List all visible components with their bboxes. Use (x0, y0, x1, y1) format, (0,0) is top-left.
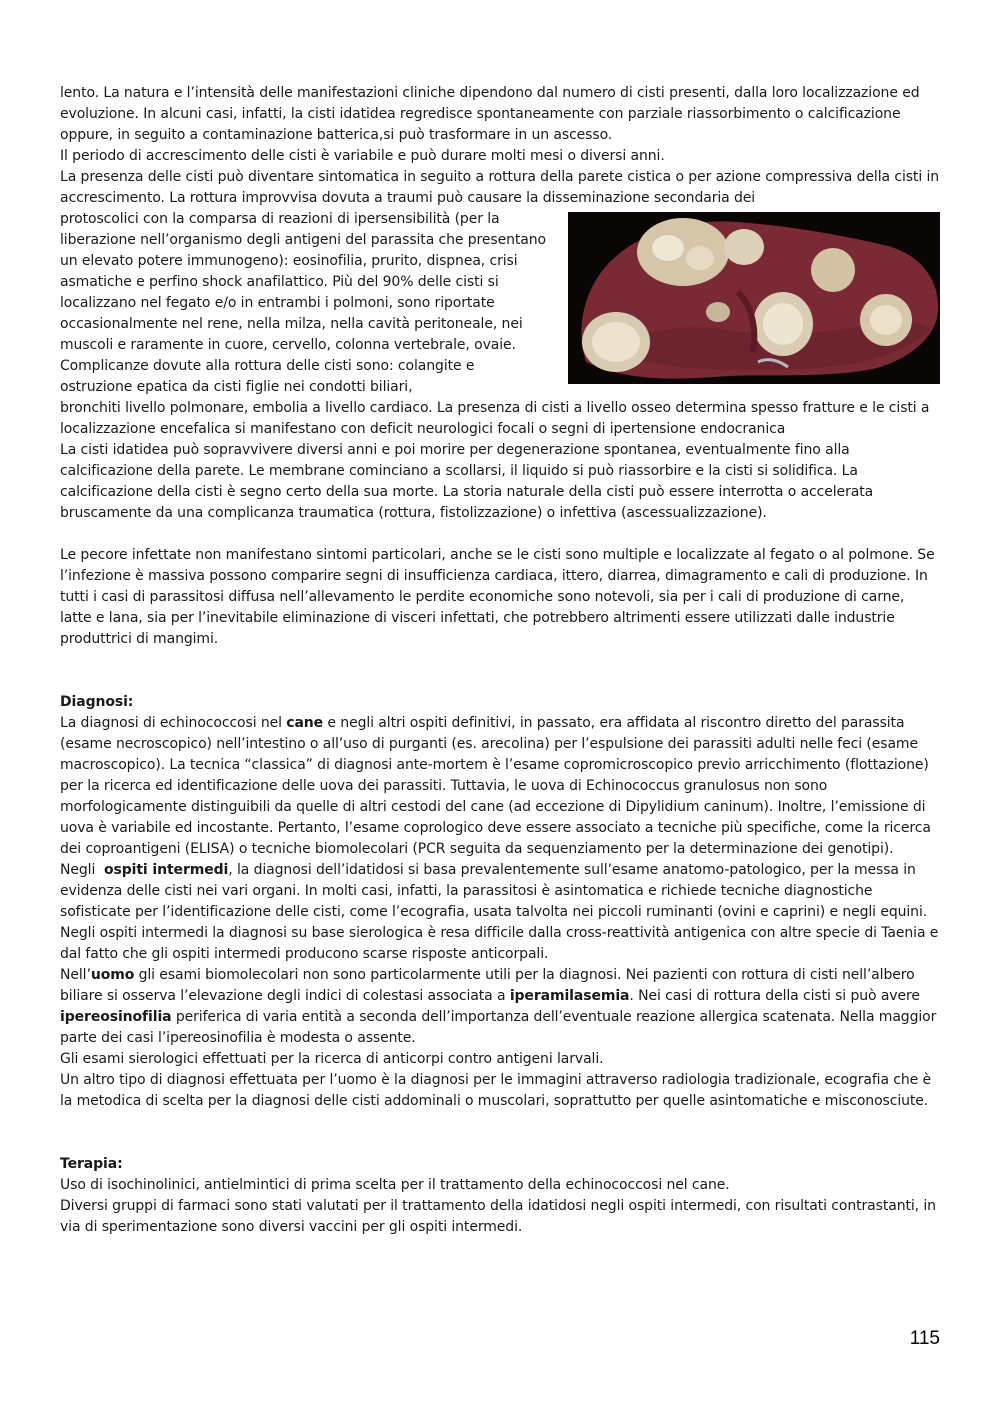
therapy-dog-paragraph: Uso di isochinolinici, antielmintici di prima scelta per il trattamento della echinococcosi nel cane. (60, 1177, 730, 1193)
intro-paragraph: lento. La natura e l’intensità delle manifestazioni cliniche dipendono dal numero di cisti presenti, dalla loro localizzazione ed evoluzione. In alcuni casi, infatti, la cisti idatidea regredisce spontaneamente con parziale riassorbimento o calcificazione oppure, in seguito a contaminazione batterica,si può trasformare in un ascesso. (60, 85, 920, 143)
symptoms-paragraph-end: bronchiti livello polmonare, embolia a livello cardiaco. La presenza di cisti a livello osseo determina spesso fratture e le cisti a localizzazione encefalica si manifestano con deficit neurologici focali o segni di ipertensione endocranica (60, 400, 930, 437)
symptoms-paragraph-start: La presenza delle cisti può diventare sintomatica in seguito a rottura della parete cistica o per azione compressiva della cisti in accrescimento. La rottura improvvisa dovuta a traumi può causare la disseminazione secondaria dei (60, 169, 940, 206)
page-number: 115 (909, 1328, 940, 1349)
liver-specimen-illustration (568, 212, 940, 384)
diagnosis-imaging-paragraph: Un altro tipo di diagnosi effettuata per l’uomo è la diagnosi per le immagini attraverso radiologia tradizionale, ecografia che è la metodica di scelta per la diagnosi delle cisti addominali o muscolari, soprattutto per quelle asintomatiche e misconosciute. (60, 1072, 932, 1109)
liver-hydatid-cysts-photo (568, 212, 940, 384)
diagnosis-intermediate-paragraph: Negli ospiti intermedi, la diagnosi dell’idatidosi si basa prevalentemente sull’esame anatomo-patologico, per la messa in evidenza delle cisti nei vari organi. In molti casi, infatti, la parassitosi è asintomatica e richiede tecniche diagnostiche sofisticate per l’identificazione delle cisti, come l’ecografia, usata talvolta nei piccoli ruminanti (ovini e caprini) e negli equini. Negli ospiti intermedi la diagnosi su base sierologica è resa difficile dalla cross-reattività antigenica con altre specie di Taenia e dal fatto che gli ospiti intermedi producono scarse risposte anticorpali. (60, 862, 939, 962)
growth-paragraph: Il periodo di accrescimento delle cisti è variabile e può durare molti mesi o diversi anni. (60, 148, 665, 164)
diagnosis-serology-paragraph: Gli esami sierologici effettuati per la ricerca di anticorpi contro antigeni larvali. (60, 1051, 604, 1067)
diagnosis-dog-paragraph: La diagnosi di echinococcosi nel cane e negli altri ospiti definitivi, in passato, era affidata al riscontro diretto del parassita (esame necroscopico) nell’intestino o all’uso di purganti (es. arecolina) per l’espulsione dei parassiti adulti nelle feci (esame macroscopico). La tecnica “classica” di diagnosi ante-mortem è l’esame copromicroscopico previo arricchimento (flottazione) per la ricerca ed identificazione delle uova dei parassiti. Tuttavia, le uova di Echinococcus granulosus non sono morfologicamente distinguibili da quelle di altri cestodi del cane (ad eccezione di Dipylidium caninum). Inoltre, l’emissione di uova è variabile ed incostante. Pertanto, l’esame coprologico deve essere associato a tecniche più specifiche, come la ricerca dei coproantigeni (ELISA) o tecniche biomolecolari (PCR seguita da sequenziamento per la determinazione dei genotipi). (60, 715, 931, 857)
symptoms-paragraph-wrapped: protoscolici con la comparsa di reazioni di ipersensibilità (per la liberazione nell’organismo degli antigeni del parassita che presentano un elevato potere immunogeno): eosinofilia, prurito, dispnea, crisi asmatiche e perfino shock anafilattico. Più del 90% delle cisti si localizzano nel fegato e/o in entrambi i polmoni, sono riportate occasionalmente nel rene, nella milza, nella cavità peritoneale, nei muscoli e raramente in cuore, cervello, colonna vertebrale, ovaie. Complicanze dovute alla rottura delle cisti sono: colangite e ostruzione epatica da cisti figlie nei condotti biliari, (60, 211, 546, 395)
sheep-paragraph: Le pecore infettate non manifestano sintomi particolari, anche se le cisti sono multiple e localizzate al fegato o al polmone. Se l’infezione è massiva possono comparire segni di insufficienza cardiaca, ittero, diarrea, dimagramento e cali di produzione. In tutti i casi di parassitosi diffusa nell’allevamento le perdite economiche sono notevoli, sia per i cali di produzione di carne, latte e lana, sia per l’inevitabile eliminazione di visceri infettati, che potrebbero altrimenti essere utilizzati dalle industrie produttrici di mangimi. (60, 547, 935, 647)
diagnosis-heading: Diagnosi: (60, 694, 134, 710)
therapy-heading: Terapia: (60, 1156, 123, 1172)
survival-paragraph: La cisti idatidea può sopravvivere diversi anni e poi morire per degenerazione spontanea, eventualmente fino alla calcificazione della parete. Le membrane cominciano a scollarsi, il liquido si può riassorbire e la cisti si solidifica. La calcificazione della cisti è segno certo della sua morte. La storia naturale della cisti può essere interrotta o accelerata bruscamente da una complicanza traumatica (rottura, fistolizzazione) o infettiva (ascessualizzazione). (60, 442, 874, 521)
document-page (60, 83, 940, 1238)
diagnosis-human-paragraph: Nell’uomo gli esami biomolecolari non sono particolarmente utili per la diagnosi. Nei pazienti con rottura di cisti nell’albero biliare si osserva l’elevazione degli indici di colestasi associata a iperamilasemia. Nei casi di rottura della cisti si può avere ipereosinofilia periferica di varia entità a seconda dell’importanza dell’eventuale reazione allergica scatenata. Nella maggior parte dei casi l’ipereosinofilia è modesta o assente. (60, 967, 937, 1046)
therapy-intermediate-paragraph: Diversi gruppi di farmaci sono stati valutati per il trattamento della idatidosi negli ospiti intermedi, con risultati contrastanti, in via di sperimentazione sono diversi vaccini per gli ospiti intermedi. (60, 1198, 936, 1235)
